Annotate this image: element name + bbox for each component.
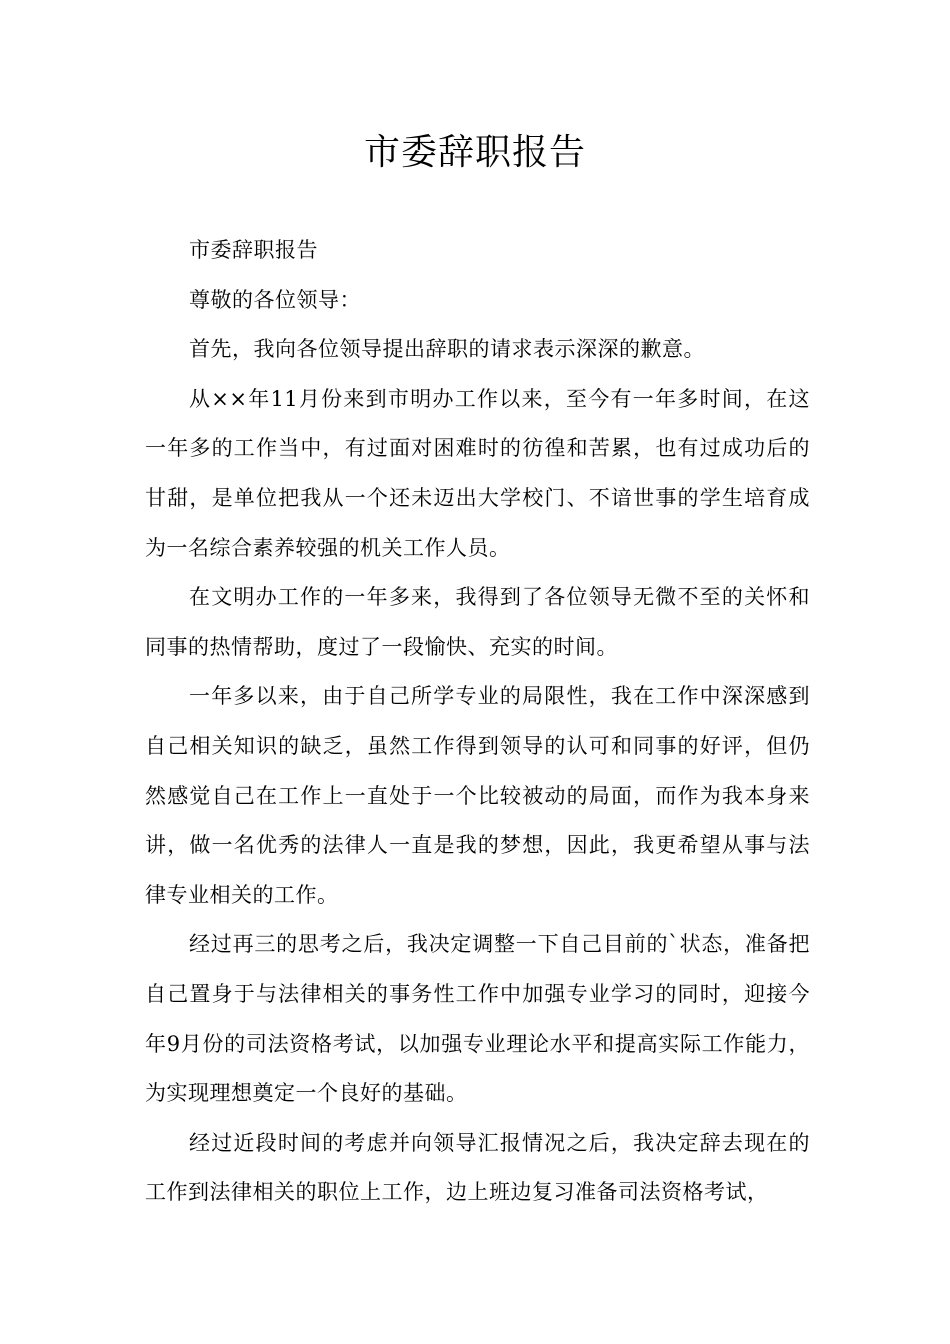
paragraph: 从××年11月份来到市明办工作以来，至今有一年多时间，在这一年多的工作当中，有过面对困难时的彷徨和苦累，也有过成功后的甘甜，是单位把我从一个还未迈出大学校门、不谙世事的学生培育成为一名综合素养较强的机关工作人员。 — [145, 386, 810, 560]
paragraph: 经过近段时间的考虑并向领导汇报情况之后，我决定辞去现在的工作到法律相关的职位上工作，边上班边复习准备司法资格考试， — [145, 1130, 810, 1205]
paragraph-salutation: 尊敬的各位领导： — [189, 287, 361, 312]
document-title: 市委辞职报告 — [363, 132, 586, 173]
paragraph: 在文明办工作的一年多来，我得到了各位领导无微不至的关怀和同事的热情帮助，度过了一段愉快、充实的时间。 — [145, 585, 810, 659]
paragraph: 经过再三的思考之后，我决定调整一下自己目前的`状态，准备把自己置身于与法律相关的事务性工作中加强专业学习的同时，迎接今年9月份的司法资格考试，以加强专业理论水平和提高实际工作能力，为实现理想奠定一个良好的基础。 — [145, 932, 810, 1106]
paragraph: 首先，我向各位领导提出辞职的请求表示深深的歉意。 — [189, 337, 705, 362]
document-body — [145, 226, 810, 1218]
paragraph-heading: 市委辞职报告 — [189, 238, 318, 262]
paragraph: 一年多以来，由于自己所学专业的局限性，我在工作中深深感到自己相关知识的缺乏，虽然工作得到领导的认可和同事的好评，但仍然感觉自己在工作上一直处于一个比较被动的局面，而作为我本身来讲，做一名优秀的法律人一直是我的梦想，因此，我更希望从事与法律专业相关的工作。 — [145, 684, 810, 907]
